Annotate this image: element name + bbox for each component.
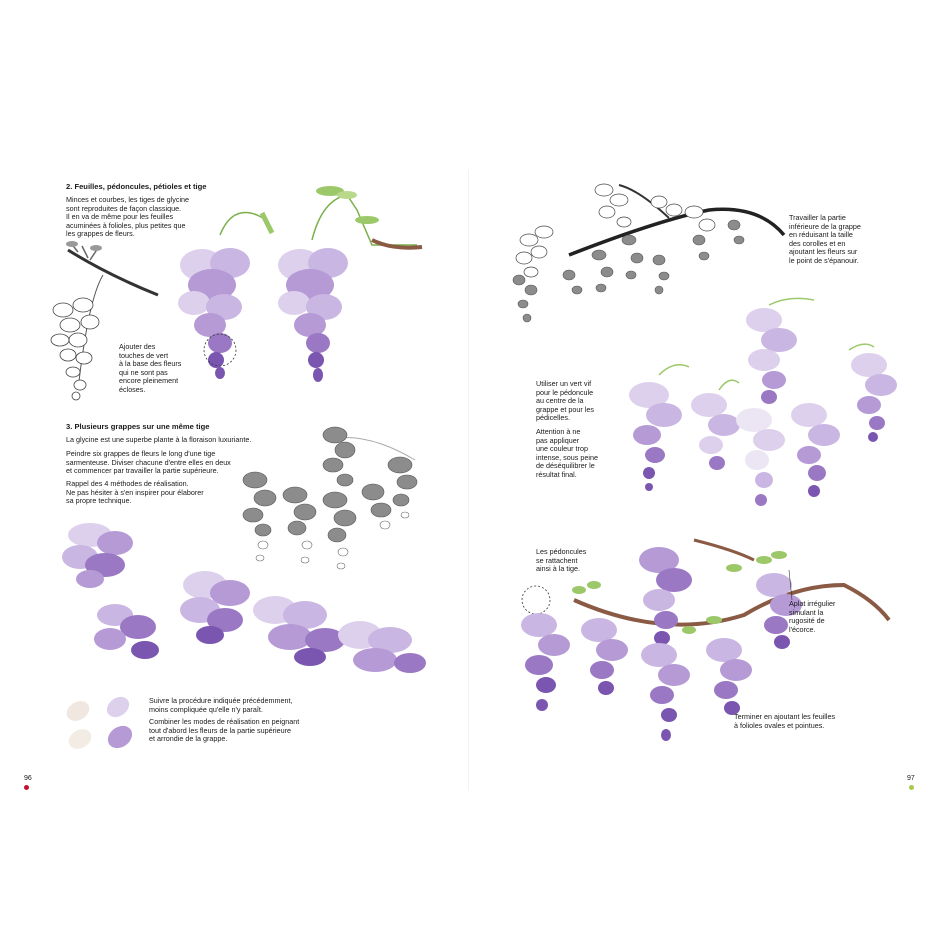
section-3-para-1: La glycine est une superbe plante à la floraison luxuriante. bbox=[66, 435, 252, 444]
page-number-right: 97 bbox=[907, 775, 915, 782]
painted-clusters-illustration bbox=[172, 185, 432, 395]
left-page-marker bbox=[24, 785, 29, 790]
add-leaves-note: Terminer en ajoutant les feuilles à folioles ovales et pointues. bbox=[734, 712, 836, 730]
lower-cluster-note: Travailler la partie inférieure de la grappe en réduisant la taille des corolles et en ajoutant les fleurs sur le point de s'épanouir. bbox=[789, 213, 861, 265]
right-page bbox=[469, 0, 938, 938]
cluster-two bbox=[278, 248, 348, 382]
procedure-note: Suivre la procédure indiquée précédemment, moins compliquée qu'elle n'y paraît. bbox=[149, 696, 293, 714]
intensity-warning-note: Attention à ne pas appliquer une couleur trop intense, sous peine de déséquilibrer le résultat final. bbox=[536, 427, 598, 479]
bright-green-note: Utiliser un vert vif pour le pédoncule au centre de la grappe et pour les pédicelles. bbox=[536, 379, 594, 423]
page-number-left: 96 bbox=[24, 775, 32, 782]
peduncles-note: Les pédoncules se rattachent ainsi à la tige. bbox=[536, 547, 587, 574]
right-page-marker bbox=[909, 785, 914, 790]
section-2-heading: 2. Feuilles, pédoncules, pétioles et tige bbox=[66, 182, 207, 191]
combine-modes-note: Combiner les modes de réalisation en peignant tout d'abord les fleurs de la partie supérieure et arrondie de la grappe. bbox=[149, 717, 300, 744]
painted-loose-clusters bbox=[60, 515, 435, 675]
light-clusters-illustration bbox=[619, 295, 929, 525]
petal-swatches bbox=[64, 695, 144, 755]
section-2-body: Minces et courbes, les tiges de glycine sont reproduites de façon classique. Il en va de même pour les feuilles acuminées à folioles, plus petites que les grappes de fleurs. bbox=[66, 195, 190, 239]
green-touches-note: Ajouter des touches de vert à la base des fleurs qui ne sont pas encore pleinement écloses. bbox=[119, 342, 182, 394]
section-3-heading: 3. Plusieurs grappes sur une même tige bbox=[66, 422, 210, 431]
bark-note: Aplat irrégulier simulant la rugosité de l'écorce. bbox=[789, 599, 836, 634]
section-3-para-2: Peindre six grappes de fleurs le long d'une tige sarmenteuse. Diviser chacune d'entre elles en deux et commencer par travailler la partie supérieure. bbox=[66, 449, 231, 476]
section-3-para-3: Rappel des 4 méthodes de réalisation. Ne pas hésiter à s'en inspirer pour élaborer sa propre technique. bbox=[66, 479, 204, 506]
